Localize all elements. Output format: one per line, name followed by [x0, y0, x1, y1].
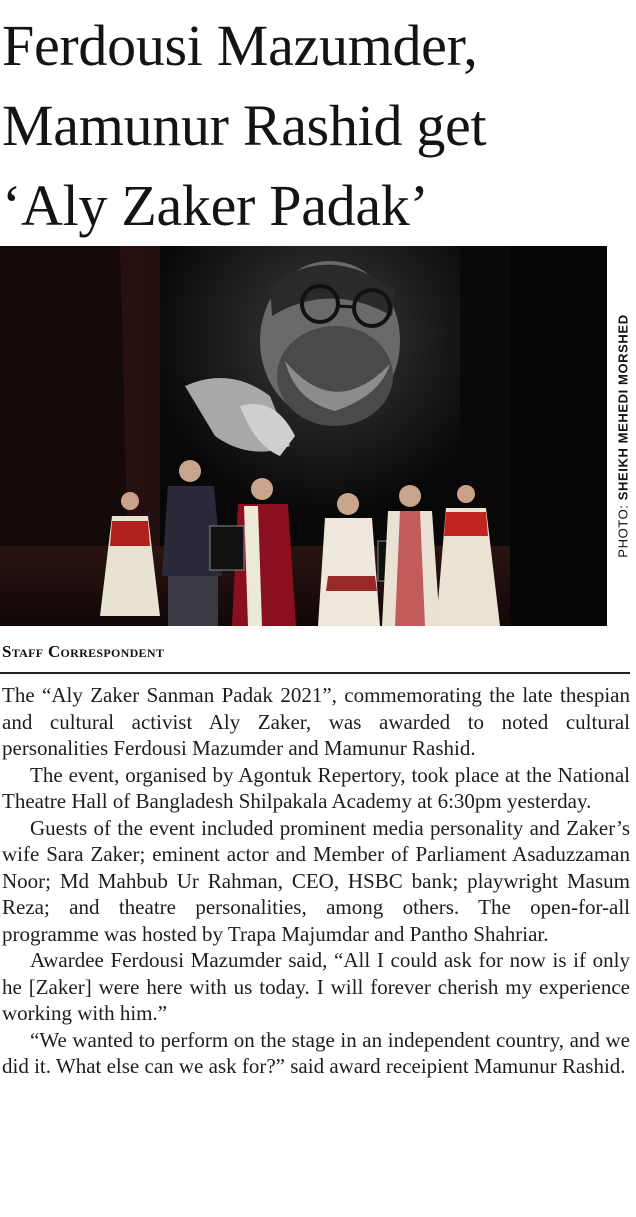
- article-paragraph-1: The “Aly Zaker Sanman Padak 2021”, commemorating the late thespian and cultural activist Aly Zaker, was awarded to noted cultural personalities Ferdousi Mazumder and Mamunur Rashid.: [2, 683, 630, 760]
- byline-divider: [0, 672, 630, 674]
- photo-credit: [609, 246, 636, 626]
- article-photo: [0, 246, 607, 626]
- article-paragraph-3: Guests of the event included prominent media personality and Zaker’s wife Sara Zaker; eminent actor and Member of Parliament Asaduzzaman Noor; Md Mahbub Ur Rahman, CEO, HSBC bank; playwright Masum Reza; and theatre personalities, among others. The open-for-all programme was hosted by Trapa Majumdar and Pantho Shahriar.: [2, 815, 630, 946]
- article-paragraph-2: The event, organised by Agontuk Repertory, took place at the National Theatre Hall of Bangladesh Shilpakala Academy at 6:30pm yesterday.: [2, 762, 630, 813]
- headline-line-2: Mamunur Rashid get: [2, 93, 487, 158]
- article-body: [2, 682, 630, 1080]
- headline: [2, 6, 632, 246]
- headline-line-3: ‘Aly Zaker Padak’: [2, 173, 429, 238]
- photo-credit-name: SHEIKH MEHEDI MORSHED: [615, 314, 630, 501]
- byline: Staff Correspondent: [2, 642, 165, 661]
- stage-photo-illustration: [0, 246, 607, 626]
- article-paragraph-5: “We wanted to perform on the stage in an independent country, and we did it. What else can we ask for?” said award receipient Mamunur Rashid.: [2, 1027, 630, 1078]
- headline-line-1: Ferdousi Mazumder,: [2, 13, 478, 78]
- photo-credit-prefix: PHOTO:: [615, 500, 630, 558]
- article-paragraph-4: Awardee Ferdousi Mazumder said, “All I could ask for now is if only he [Zaker] were here with us today. I will forever cherish my experience working with him.”: [2, 948, 630, 1025]
